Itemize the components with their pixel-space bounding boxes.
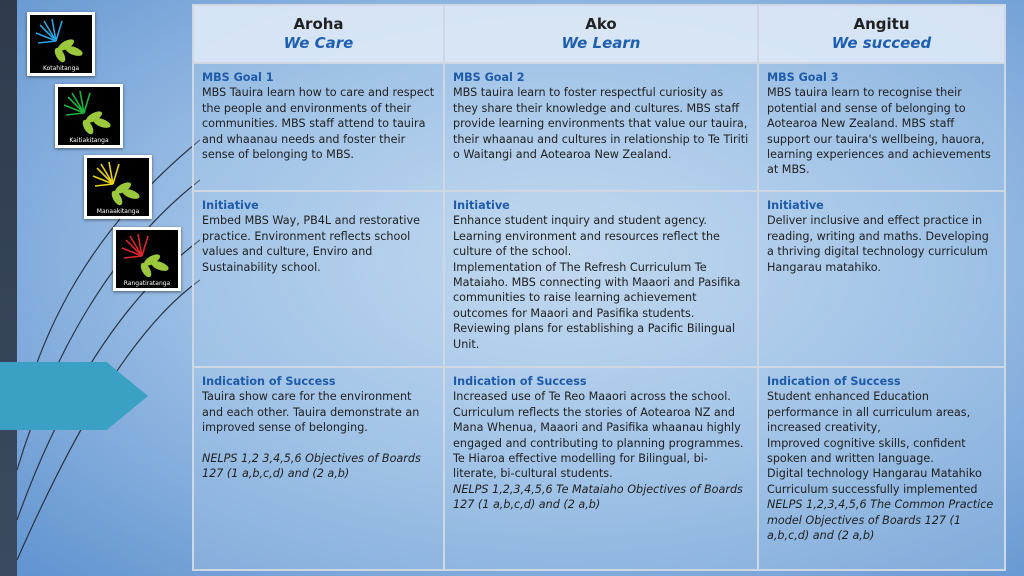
initiative-text: Enhance student inquiry and student agency. Learning environment and resources reflect the culture of the school. bbox=[453, 214, 720, 259]
column-header-ako bbox=[444, 5, 758, 63]
success-cell bbox=[758, 367, 1005, 570]
goal-cell bbox=[193, 63, 444, 191]
initiative-text: Deliver inclusive and effect practice in reading, writing and maths. Developing a thriving digital technology curriculum Hangarau matahiko. bbox=[767, 214, 989, 274]
logo-caption: Rangatiratanga bbox=[123, 280, 171, 287]
goal-text: MBS tauira learn to recognise their potential and sense of belonging to Aotearoa New Zealand. MBS staff support our tauira's wellbeing, hauora, learning experiences and achievements at MBS. bbox=[767, 86, 991, 177]
column-subtitle: We Care bbox=[283, 34, 354, 52]
initiative-text: Embed MBS Way, PB4L and restorative practice. Environment reflects school values and culture, Enviro and Sustainability school. bbox=[202, 214, 421, 274]
goals-row bbox=[193, 63, 1005, 191]
goal-text: MBS Tauira learn how to care and respect the people and environments of their communities. MBS staff attend to tauira and whaanau needs and foster their sense of belonging to MBS. bbox=[202, 86, 435, 162]
success-label: Indication of Success bbox=[453, 375, 587, 388]
initiative-cell bbox=[193, 191, 444, 367]
strategic-goals-table bbox=[192, 4, 1006, 571]
success-cell bbox=[444, 367, 758, 570]
column-subtitle: We succeed bbox=[831, 34, 932, 52]
success-label: Indication of Success bbox=[202, 375, 336, 388]
manaakitanga-logo bbox=[84, 155, 152, 219]
initiative-label: Initiative bbox=[767, 199, 824, 212]
column-subtitle: We Learn bbox=[561, 34, 641, 52]
column-title: Aroha bbox=[293, 15, 344, 33]
rangatiratanga-logo bbox=[113, 227, 181, 291]
initiative-text-2: Implementation of The Refresh Curriculum Te Mataiaho. MBS connecting with Maaori and Pasifika communities to raise learning achievement outcomes for Maaori and Pasifika students. Reviewing plans for establishing a Pacific Bilingual Unit. bbox=[453, 260, 741, 351]
initiative-cell bbox=[758, 191, 1005, 367]
kaitiakitanga-logo bbox=[55, 84, 123, 148]
goal-cell bbox=[444, 63, 758, 191]
logo-caption: Manaakitanga bbox=[96, 208, 140, 215]
success-text: Increased use of Te Reo Maaori across the school. Curriculum reflects the stories of Aotearoa NZ and Mana Whenua, Maaori and Pasifika whaanau highly engaged and contributing to planning programmes. bbox=[453, 390, 744, 450]
success-label: Indication of Success bbox=[767, 375, 901, 388]
logo-caption: Kotahitanga bbox=[42, 65, 80, 72]
initiative-row bbox=[193, 191, 1005, 367]
kotahitanga-logo bbox=[27, 12, 95, 76]
success-text-2: Te Hiaroa effective modelling for Bilingual, bi-literate, bi-cultural students. bbox=[453, 452, 708, 481]
goal-cell bbox=[758, 63, 1005, 191]
initiative-label: Initiative bbox=[202, 199, 259, 212]
column-title: Ako bbox=[585, 15, 617, 33]
goal-label: MBS Goal 3 bbox=[767, 71, 839, 84]
success-text-2: Improved cognitive skills, confident spoken and written language. bbox=[767, 436, 966, 466]
success-reference: NELPS 1,2,3,4,5,6 Te Mataiaho Objectives of Boards 127 (1 a,b,c,d) and (2 a,b) bbox=[453, 482, 743, 512]
column-header-angitu bbox=[758, 5, 1005, 63]
logo-caption: Kaitiakitanga bbox=[69, 137, 109, 144]
success-reference: NELPS 1,2 3,4,5,6 Objectives of Boards 127 (1 a,b,c,d) and (2 a,b) bbox=[202, 451, 421, 481]
column-header-aroha bbox=[193, 5, 444, 63]
success-cell bbox=[193, 367, 444, 570]
success-text-3: Digital technology Hangarau Matahiko Curriculum successfully implemented bbox=[767, 467, 982, 496]
goal-text: MBS tauira learn to foster respectful curiosity as they share their knowledge and cultures. MBS staff provide learning environments that value our tauira, their whaanau and cultures in relationship to Te Tiriti o Waitangi and Aotearoa New Zealand. bbox=[453, 86, 749, 162]
goal-label: MBS Goal 1 bbox=[202, 71, 274, 84]
success-text: Student enhanced Education performance in all curriculum areas, increased creativity, bbox=[767, 390, 971, 435]
initiative-label: Initiative bbox=[453, 199, 510, 212]
column-title: Angitu bbox=[853, 15, 910, 33]
success-text: Tauira show care for the environment and each other. Tauira demonstrate an improved sense of belonging. bbox=[202, 390, 420, 435]
initiative-cell bbox=[444, 191, 758, 367]
success-row bbox=[193, 367, 1005, 570]
header-row bbox=[193, 5, 1005, 63]
success-reference: NELPS 1,2,3,4,5,6 The Common Practice model Objectives of Boards 127 (1 a,b,c,d) and (2 a,b) bbox=[767, 498, 994, 543]
goal-label: MBS Goal 2 bbox=[453, 71, 525, 84]
